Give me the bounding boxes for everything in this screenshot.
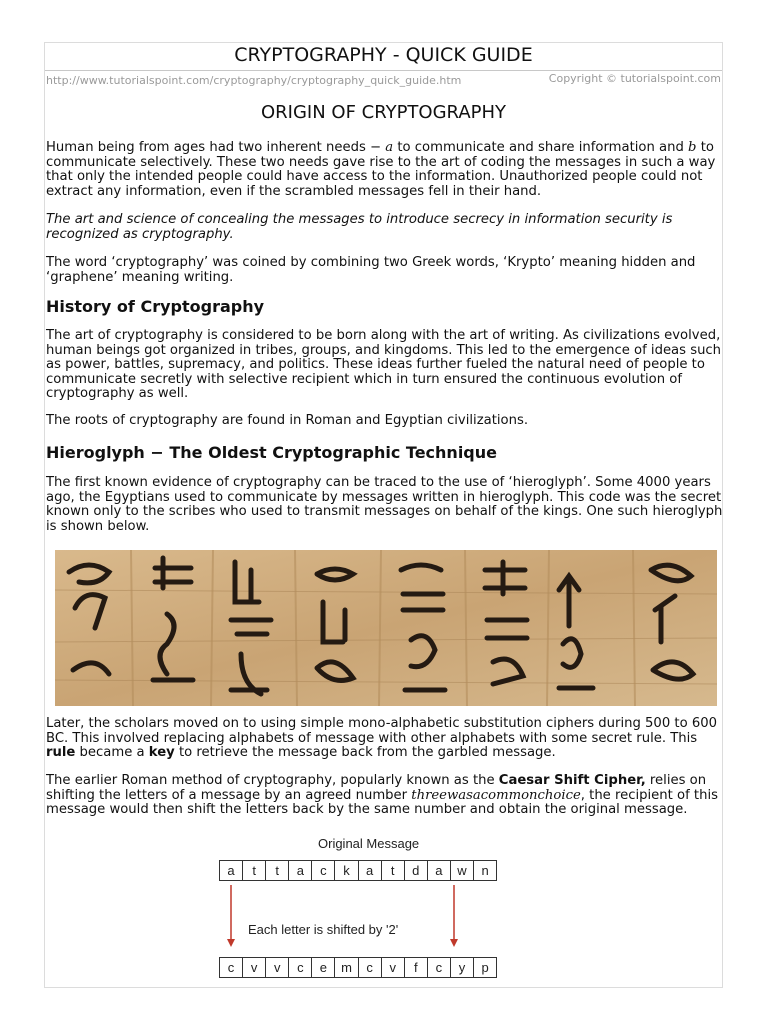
original-letter-cell: t [381,860,405,881]
shifted-letter-cell: c [288,957,312,978]
shifted-letter-cell: p [473,957,497,978]
original-letter-cell: a [358,860,382,881]
document-title: CRYPTOGRAPHY - QUICK GUIDE [234,44,533,66]
shift-label: Each letter is shifted by '2' [248,922,399,937]
original-letter-cell: a [219,860,243,881]
original-letter-cell: w [450,860,474,881]
history-heading: History of Cryptography [46,297,265,316]
original-letter-cell: d [404,860,428,881]
header-divider [45,70,722,71]
shifted-letter-cell: y [450,957,474,978]
hieroglyph-image [55,550,717,706]
intro-paragraph-1: Human being from ages had two inherent needs − a to communicate and share information and b to communicate selectively. These two needs gave rise to the art of coding the messages in such a way that only the intended people could have access to the information. Unauthorized people could not extract any information, even if the scrambled messages fell in their hand. [46,140,716,199]
section-title: ORIGIN OF CRYPTOGRAPHY [260,102,507,123]
history-paragraph-2: The roots of cryptography are found in Roman and Egyptian civilizations. [46,413,529,428]
original-letter-cell: a [288,860,312,881]
copyright-notice: Copyright © tutorialspoint.com [548,72,721,85]
hieroglyph-paragraph-3: The earlier Roman method of cryptography, popularly known as the Caesar Shift Cipher, relies on shifting the letters of a message by an agreed number threewasacommonchoice, the recipient of this message would then shift the letters back by the same number and obtain the original message. [46,773,718,818]
shifted-letter-cell: v [381,957,405,978]
shifted-letter-cell: m [334,957,358,978]
original-message-label: Original Message [318,836,420,851]
original-letter-cell: a [427,860,451,881]
rule-term: rule [46,745,76,761]
original-letter-cell: n [473,860,497,881]
caesar-cipher-diagram [219,831,554,989]
shifted-letter-cell: c [358,957,382,978]
intro-paragraph-2: The art and science of concealing the messages to introduce secrecy in information security is recognized as cryptography. [46,212,673,242]
intro-paragraph-3: The word ‘cryptography’ was coined by combining two Greek words, ‘Krypto’ meaning hidden and ‘graphene’ meaning writing. [46,255,696,285]
caesar-term: Caesar Shift Cipher, [498,773,646,788]
shifted-letter-cell: v [265,957,289,978]
original-letter-cell: t [242,860,266,881]
shifted-message-row [219,957,496,978]
original-letter-cell: k [334,860,358,881]
shift-number-var: threewasacommonchoice [411,787,581,803]
document-page [44,42,723,988]
shifted-letter-cell: c [219,957,243,978]
shifted-letter-cell: c [427,957,451,978]
key-term: key [148,745,175,761]
original-letter-cell: t [265,860,289,881]
hieroglyph-heading: Hieroglyph − The Oldest Cryptographic Technique [46,443,497,462]
shifted-letter-cell: f [404,957,428,978]
original-letter-cell: c [311,860,335,881]
source-url[interactable]: http://www.tutorialspoint.com/cryptography/cryptography_quick_guide.htm [46,74,462,87]
original-message-row [219,860,496,881]
var-b: b [688,140,697,155]
hieroglyph-paragraph-1: The first known evidence of cryptography can be traced to the use of ‘hieroglyph’. Some 4000 years ago, the Egyptians used to communicate by messages written in hieroglyph. This code was the secret known only to the scribes who used to transmit messages on behalf of the kings. One such hieroglyph is shown below. [46,475,723,534]
shift-arrows [219,881,554,951]
shifted-letter-cell: v [242,957,266,978]
shifted-letter-cell: e [311,957,335,978]
history-paragraph-1: The art of cryptography is considered to be born along with the art of writing. As civilizations evolved, human beings got organized in tribes, groups, and kingdoms. This led to the emergence of ideas such as power, battles, supremacy, and politics. These ideas further fueled the natural need of people to communicate secretly with selective recipient which in turn ensured the continuous evolution of cryptography as well. [46,328,722,402]
var-a: a [385,140,394,155]
hieroglyph-paragraph-2: Later, the scholars moved on to using simple mono-alphabetic substitution ciphers during 500 to 600 BC. This involved replacing alphabets of message with other alphabets with some secret rule. This rule became a key to retrieve the message back from the garbled message. [46,716,717,761]
